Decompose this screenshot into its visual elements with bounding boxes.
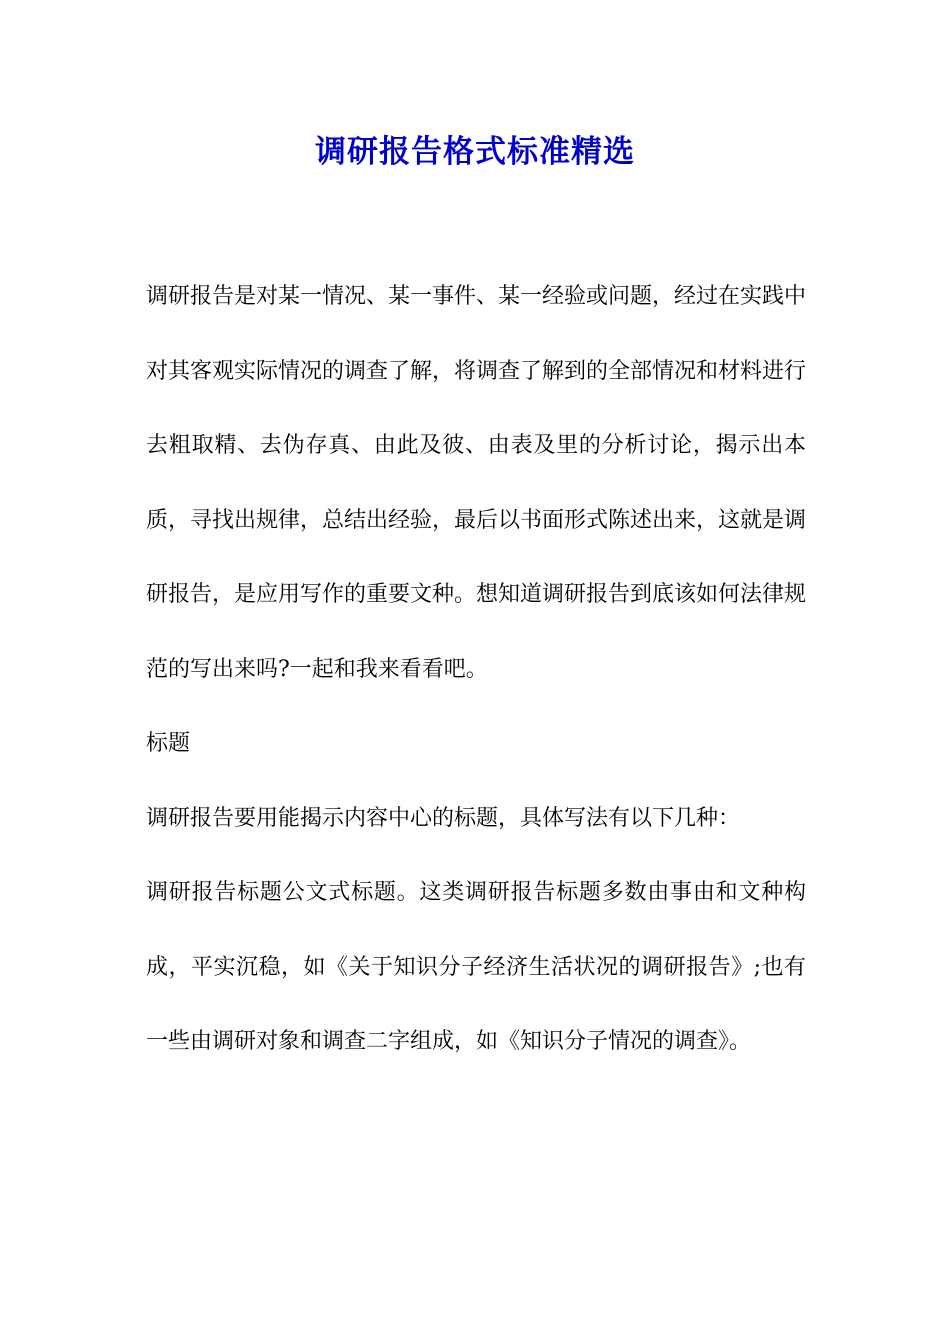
official-title-paragraph: 调研报告标题公文式标题。这类调研报告标题多数由事由和文种构成，平实沉稳，如《关于知识分子经济生活状况的调研报告》;也有一些由调研对象和调查二字组成，如《知识分子情况的调查》。 [146,880,806,1054]
section-heading-title: 标题 [146,731,191,756]
document-body [146,260,806,1080]
document-title: 调研报告格式标准精选 [315,134,635,170]
title-methods-paragraph: 调研报告要用能揭示内容中心的标题，具体写法有以下几种： [146,805,741,831]
intro-paragraph: 调研报告是对某一情况、某一事件、某一经验或问题，经过在实践中对其客观实际情况的调查了解，将调查了解到的全部情况和材料进行去粗取精、去伪存真、由此及彼、由表及里的分析讨论，揭示出本质，寻找出规律，总结出经验，最后以书面形式陈述出来，这就是调研报告，是应用写作的重要文种。想知道调研报告到底该如何法律规范的写出来吗?一起和我来看看吧。 [146,284,807,682]
